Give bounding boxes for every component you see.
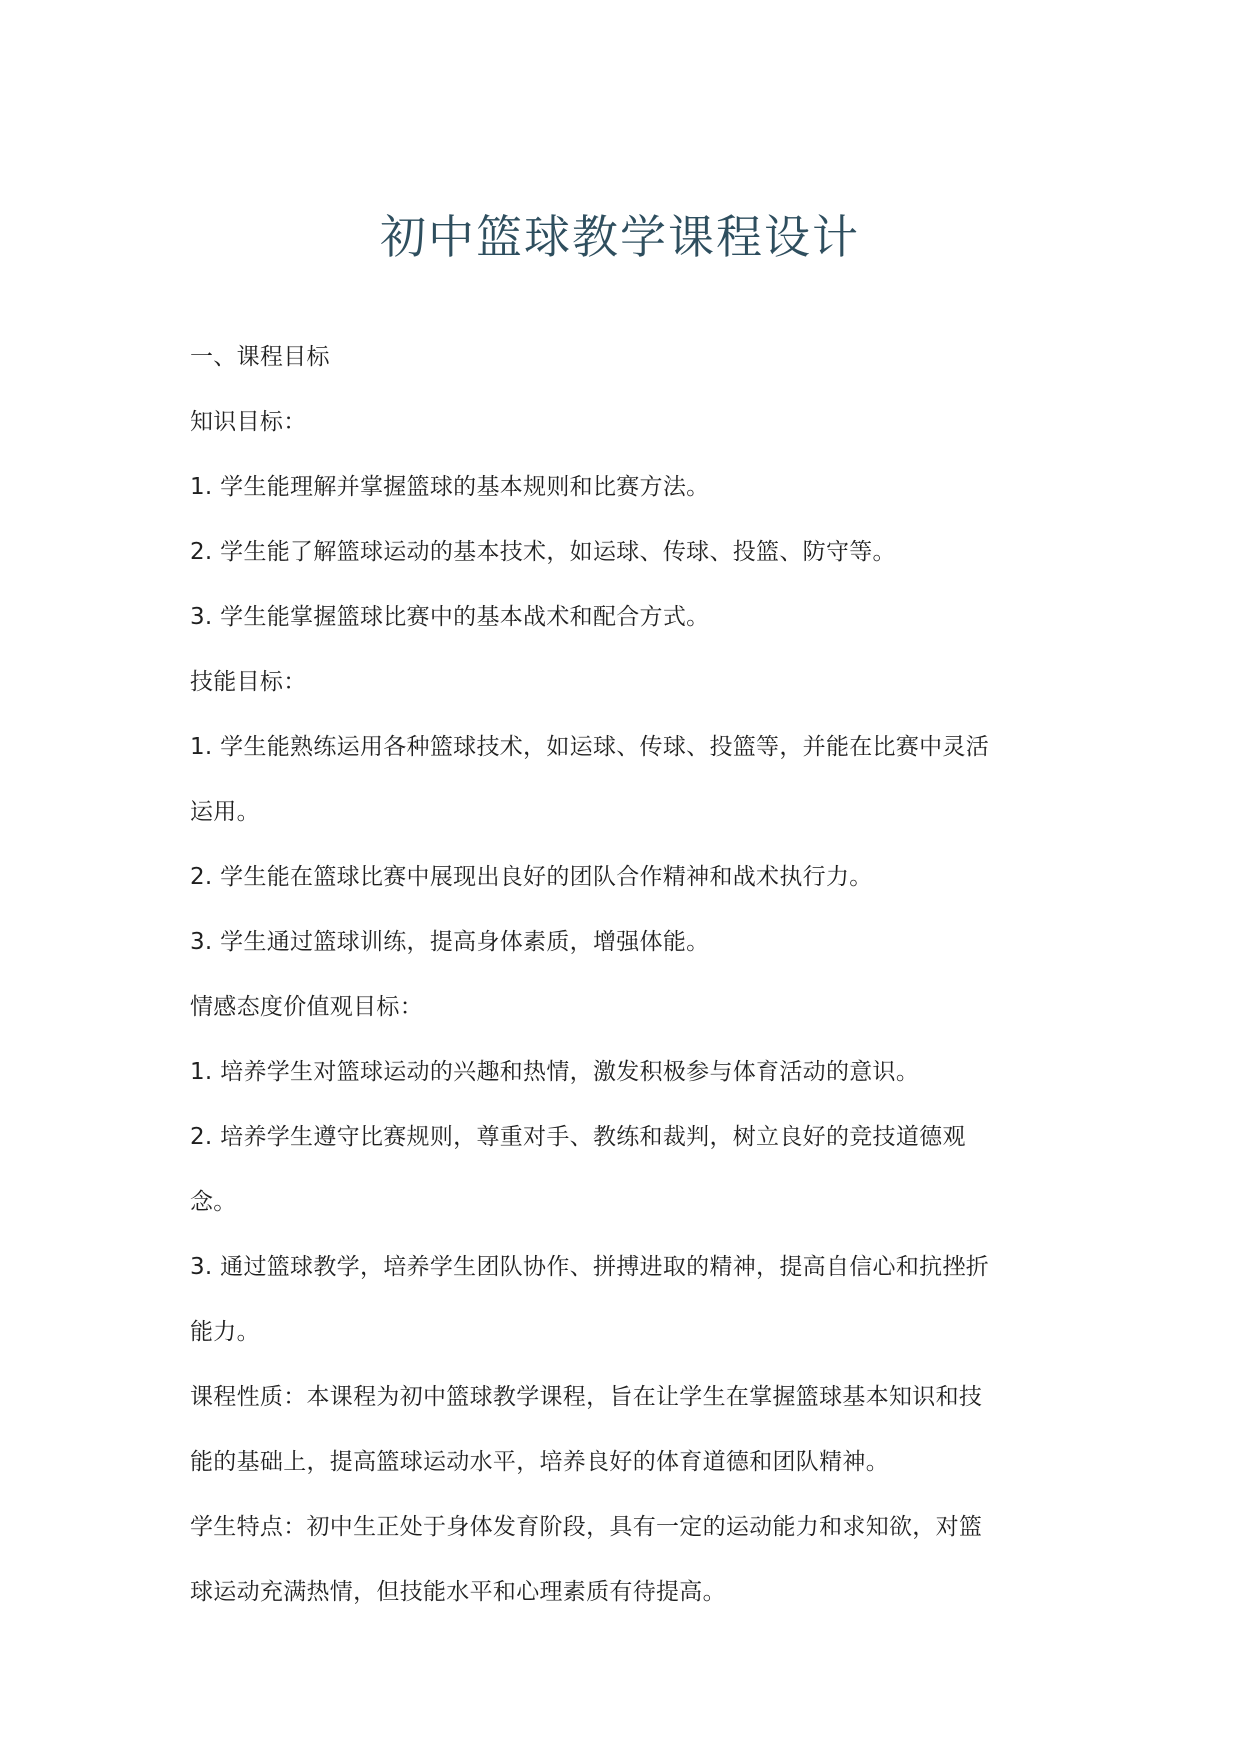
paragraph-line: 3. 学生能掌握篮球比赛中的基本战术和配合方式。 bbox=[190, 604, 710, 630]
paragraph-line: 课程性质：本课程为初中篮球教学课程，旨在让学生在掌握篮球基本知识和技 bbox=[190, 1384, 983, 1410]
paragraph-line: 2. 学生能在篮球比赛中展现出良好的团队合作精神和战术执行力。 bbox=[190, 864, 873, 890]
paragraph-line: 能的基础上，提高篮球运动水平，培养良好的体育道德和团队精神。 bbox=[190, 1449, 889, 1475]
paragraph-line: 念。 bbox=[190, 1189, 237, 1215]
paragraph-line: 能力。 bbox=[190, 1319, 260, 1345]
paragraph-line: 2. 培养学生遵守比赛规则，尊重对手、教练和裁判，树立良好的竞技道德观 bbox=[190, 1124, 966, 1150]
paragraph-line: 1. 学生能理解并掌握篮球的基本规则和比赛方法。 bbox=[190, 474, 710, 500]
subsection-heading: 技能目标： bbox=[190, 669, 307, 695]
paragraph-line: 3. 通过篮球教学，培养学生团队协作、拼搏进取的精神，提高自信心和抗挫折 bbox=[190, 1254, 990, 1280]
document-title: 初中篮球教学课程设计 bbox=[380, 210, 860, 264]
paragraph-line: 1. 培养学生对篮球运动的兴趣和热情，激发积极参与体育活动的意识。 bbox=[190, 1059, 920, 1085]
paragraph-line: 学生特点：初中生正处于身体发育阶段，具有一定的运动能力和求知欲，对篮 bbox=[190, 1514, 983, 1540]
paragraph-line: 3. 学生通过篮球训练，提高身体素质，增强体能。 bbox=[190, 929, 710, 955]
subsection-heading: 情感态度价值观目标： bbox=[190, 994, 423, 1020]
subsection-heading: 知识目标： bbox=[190, 409, 307, 435]
document-body bbox=[190, 325, 1060, 1625]
paragraph-line: 1. 学生能熟练运用各种篮球技术，如运球、传球、投篮等，并能在比赛中灵活 bbox=[190, 734, 990, 760]
paragraph-line: 2. 学生能了解篮球运动的基本技术，如运球、传球、投篮、防守等。 bbox=[190, 539, 896, 565]
paragraph-line: 运用。 bbox=[190, 799, 260, 825]
paragraph-line: 球运动充满热情，但技能水平和心理素质有待提高。 bbox=[190, 1579, 726, 1605]
section-heading: 一、课程目标 bbox=[190, 344, 330, 370]
